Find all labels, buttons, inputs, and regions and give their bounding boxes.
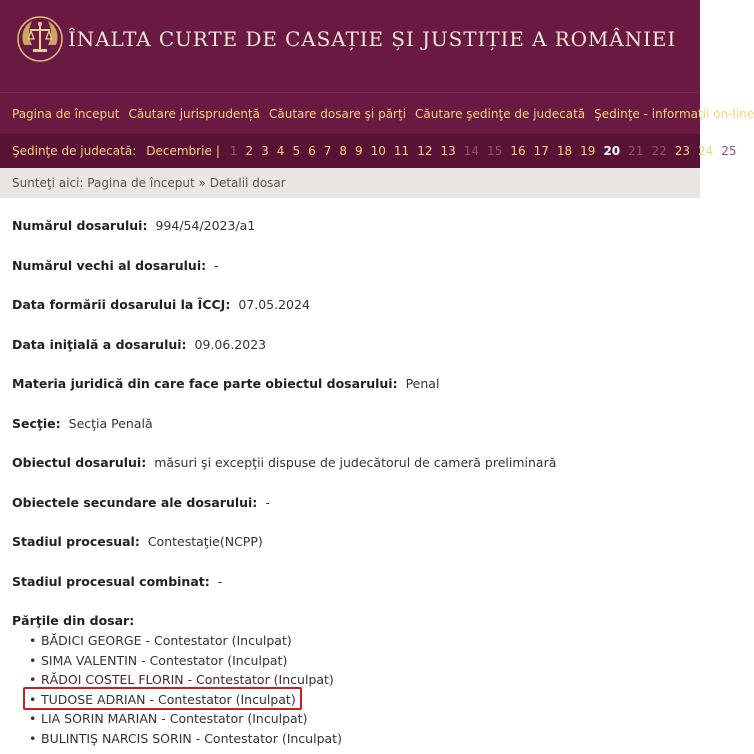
field-label: Materia juridică din care face parte obiectul dosarului: [12,376,398,391]
day-link-6[interactable]: 6 [308,143,316,158]
field-value: - [217,573,223,589]
day-link-22[interactable]: 22 [651,143,667,158]
day-link-21[interactable]: 21 [628,143,644,158]
day-link-7[interactable]: 7 [323,143,332,158]
field-value: Contestaţie(NCPP) [147,534,263,549]
day-link-4[interactable]: 4 [276,143,285,158]
field-label: Data iniţială a dosarului: [12,336,187,352]
day-link-16[interactable]: 16 [510,143,526,158]
day-link-20[interactable]: 20 [603,143,621,158]
field-label: Obiectele secundare ale dosarului: [12,494,258,510]
field-label: Stadiul procesual combinat: [12,573,210,589]
field-case-object [12,455,688,495]
nav-hearings-online[interactable]: Şedinţe - informaţii on-line [594,106,754,121]
day-link-24[interactable]: 24 [698,143,714,158]
day-link-10[interactable]: 10 [370,143,386,158]
day-list [230,144,745,159]
court-emblem-icon[interactable] [16,15,64,63]
party-item-highlighted: • TUDOSE ADRIAN - Contestator (Inculpat) [28,692,688,712]
field-formation-date [12,297,688,337]
field-old-case-number [12,258,688,298]
field-value: Penal [405,376,440,391]
site-header [0,0,700,92]
day-link-3[interactable]: 3 [261,143,269,158]
field-label: Data formării dosarului la ÎCCJ: [12,297,231,312]
breadcrumb [0,168,700,198]
nav-home[interactable]: Pagina de început [12,106,120,121]
case-details [0,198,700,751]
day-link-12[interactable]: 12 [417,143,433,158]
breadcrumb-current: Detalii dosar [209,176,286,190]
hearing-days-bar [0,134,737,168]
party-item: • BULINTIŞ NARCIS SORIN - Contestator (Inculpat) [28,731,688,751]
breadcrumb-prefix: Sunteţi aici: [12,176,84,190]
field-label: Stadiul procesual: [12,534,140,549]
field-case-number [12,218,688,258]
day-link-14[interactable]: 14 [463,143,480,158]
field-combined-stage [12,574,688,614]
field-procedural-stage [12,534,688,574]
day-link-13[interactable]: 13 [440,143,456,158]
day-link-18[interactable]: 18 [556,143,573,158]
field-label: Secţie: [12,415,61,431]
field-label: Numărul dosarului: [12,218,148,233]
field-legal-matter [12,376,688,416]
field-value: 994/54/2023/a1 [155,218,256,233]
day-link-2[interactable]: 2 [245,143,254,158]
party-item: • BĂDICI GEORGE - Contestator (Inculpat) [28,633,688,653]
day-link-8[interactable]: 8 [339,143,347,158]
field-secondary-objects [12,495,688,535]
site-title[interactable]: ÎNALTA CURTE DE CASAȚIE ȘI JUSTIȚIE A ROMÂNIEI [68,27,677,51]
day-link-17[interactable]: 17 [533,143,549,158]
party-item: • SIMA VALENTIN - Contestator (Inculpat) [28,653,688,673]
field-value: - [214,257,219,273]
party-item: • RĂDOI COSTEL FLORIN - Contestator (Inculpat) [28,672,688,692]
day-link-23[interactable]: 23 [674,143,690,158]
field-label: Numărul vechi al dosarului: [12,257,207,273]
day-link-15[interactable]: 15 [487,143,503,158]
day-link-9[interactable]: 9 [355,143,363,158]
nav-jurisprudence-search[interactable]: Căutare jurisprudență [128,106,260,121]
breadcrumb-arrow: » [198,176,206,190]
field-section [12,416,688,456]
field-value: Secţia Penală [68,415,153,431]
day-link-1[interactable]: 1 [229,143,238,158]
day-link-25[interactable]: 25 [721,143,737,158]
party-item: • LIA SORIN MARIAN - Contestator (Inculpat) [28,711,688,731]
main-nav [0,92,754,134]
day-link-19[interactable]: 19 [580,143,596,158]
field-initial-date [12,337,688,377]
breadcrumb-home-link[interactable]: Pagina de început [87,176,195,190]
field-label: Obiectul dosarului: [12,455,147,470]
field-value: - [265,494,270,510]
nav-hearing-search[interactable]: Căutare şedinţe de judecată [415,106,586,121]
nav-case-search[interactable]: Căutare dosare şi părţi [268,106,407,121]
parties-list [28,633,688,751]
day-link-11[interactable]: 11 [393,143,410,158]
day-link-5[interactable]: 5 [292,143,301,158]
parties-title: Părţile din dosar: [12,613,135,628]
hearing-days-label: Şedinţe de judecată: [12,144,137,158]
month-selector[interactable]: Decembrie [146,144,212,158]
field-value: măsuri şi excepţii dispuse de judecătorul de cameră preliminară [154,455,557,470]
field-value: 09.06.2023 [194,336,267,352]
field-value: 07.05.2024 [238,297,310,312]
month-separator: | [215,144,220,158]
